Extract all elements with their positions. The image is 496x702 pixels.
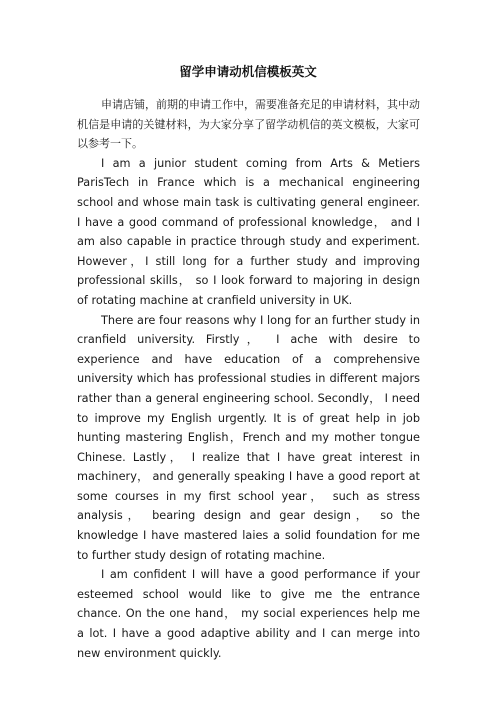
paragraph-background: I am a junior student coming from Arts & Metiers ParisTech in France which is a mechanical engineering school and whose main task is cultivating general engineer. I have a good command of professional knowledge， and I am also capable in practice through study and experiment. However，I still long for a further study and improving professional skills， so I look forward to majoring in design of rotating machine at cranfield university in UK. [77,156,420,307]
paragraph-reasons: There are four reasons why I long for an further study in cranfield university. Firstly， I ache with desire to experience and have education of a comprehensive university which has professional studies in different majors rather than a general engineering school. Secondly， I need to improve my English urgently. It is of great help in job hunting mastering English，French and my mother tongue Chinese. Lastly， I realize that I have great interest in machinery， and generally speaking I have a good report at some courses in my first school year， such as stress analysis， bearing design and gear design， so the knowledge I have mastered laies a solid foundation for me to further study design of rotating machine. [77,313,420,562]
document-title: 留学申请动机信模板英文 [179,64,317,79]
document-body [77,95,420,663]
paragraph-confidence: I am confident I will have a good performance if your esteemed school would like to give me the entrance chance. On the one hand， my social experiences help me a lot. I have a good adaptive ability and I can merge into new environment quickly. [77,568,420,660]
intro-paragraph: 申请店铺，前期的申请工作中，需要准备充足的申请材料，其中动机信是申请的关键材料，为大家分享了留学动机信的英文模板，大家可以参考一下。 [77,98,420,151]
